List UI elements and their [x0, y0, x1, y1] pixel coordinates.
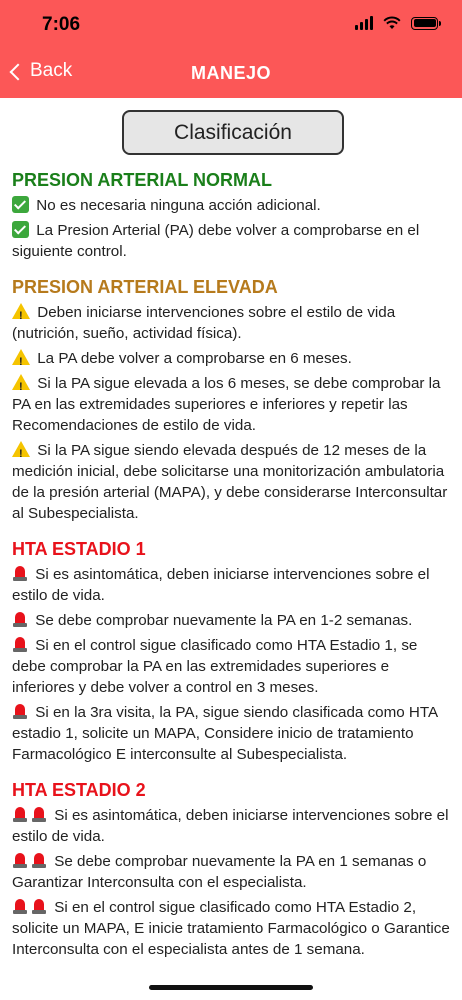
siren-icon — [31, 898, 47, 915]
section-title-elevada: PRESION ARTERIAL ELEVADA — [12, 277, 278, 297]
check-icon — [12, 196, 29, 213]
back-label: Back — [30, 60, 73, 81]
siren-icon — [12, 636, 28, 653]
list-item: ! Si la PA sigue elevada a los 6 meses, se debe comprobar la PA en las extremidades superiores e inferiores y repetir las Recomendaciones de estilo de vida. — [12, 373, 454, 436]
list-item: Si en la 3ra visita, la PA, sigue siendo clasificada como HTA estadio 1, solicite un MAPA, Considere inicio de tratamiento Farmacológico E interconsulte al Subespecialista. — [12, 704, 438, 763]
status-time: 7:06 — [42, 14, 81, 35]
warning-icon — [12, 349, 30, 365]
status-icons — [355, 16, 438, 30]
list-item: Si es asintomática, deben iniciarse intervenciones sobre el estilo de vida. — [12, 566, 430, 604]
check-icon — [12, 221, 29, 238]
wifi-icon — [383, 16, 401, 30]
siren-icon — [12, 703, 28, 720]
siren-icon — [31, 806, 47, 823]
warning-icon — [12, 374, 30, 390]
siren-icon — [12, 852, 28, 869]
warning-icon — [12, 303, 30, 319]
list-item: Si en el control sigue clasificado como HTA Estadio 1, se debe comprobar la PA en las extremidades superiores e inferiores y debe volver a control en 3 meses. — [12, 637, 418, 696]
page-title: MANEJO — [190, 63, 271, 83]
list-item: ! Deben iniciarse intervenciones sobre el estilo de vida (nutrición, sueño, actividad física). — [12, 302, 454, 344]
siren-icon — [12, 611, 28, 628]
clasificacion-button[interactable]: Clasificación — [122, 110, 344, 155]
siren-icon — [12, 898, 28, 915]
list-item: ! La PA debe volver a comprobarse en 6 meses. — [12, 348, 454, 369]
cellular-signal-icon — [355, 16, 373, 30]
battery-icon — [411, 17, 438, 30]
siren-icon — [12, 806, 28, 823]
section-title-normal: PRESION ARTERIAL NORMAL — [12, 170, 273, 190]
section-title-hta2: HTA ESTADIO 2 — [12, 780, 146, 800]
siren-icon — [12, 565, 28, 582]
list-item: La Presion Arterial (PA) debe volver a comprobarse en el siguiente control. — [12, 222, 420, 260]
list-item: Si en el control sigue clasificado como HTA Estadio 2, solicite un MAPA, E inicie tratamiento Farmacológico o Garantice Interconsulta con el especialista antes de 1 semana. — [12, 899, 450, 958]
list-item: ! Si la PA sigue siendo elevada después de 12 meses de la medición inicial, debe solicitarse una monitorización ambulatoria de la presión arterial (MAPA), y debe considerarse Interconsultar al Subespecialista. — [12, 440, 454, 524]
content-scroll[interactable] — [12, 110, 454, 960]
list-item: Se debe comprobar nuevamente la PA en 1-2 semanas. — [12, 610, 454, 631]
home-indicator[interactable] — [149, 985, 313, 990]
warning-icon — [12, 441, 30, 457]
siren-icon — [31, 852, 47, 869]
list-item: Se debe comprobar nuevamente la PA en 1 semanas o Garantizar Interconsulta con el especialista. — [12, 853, 427, 891]
list-item: Si es asintomática, deben iniciarse intervenciones sobre el estilo de vida. — [12, 807, 449, 845]
navigation-bar — [0, 0, 462, 98]
list-item: No es necesaria ninguna acción adicional. — [12, 195, 454, 216]
section-title-hta1: HTA ESTADIO 1 — [12, 539, 146, 559]
